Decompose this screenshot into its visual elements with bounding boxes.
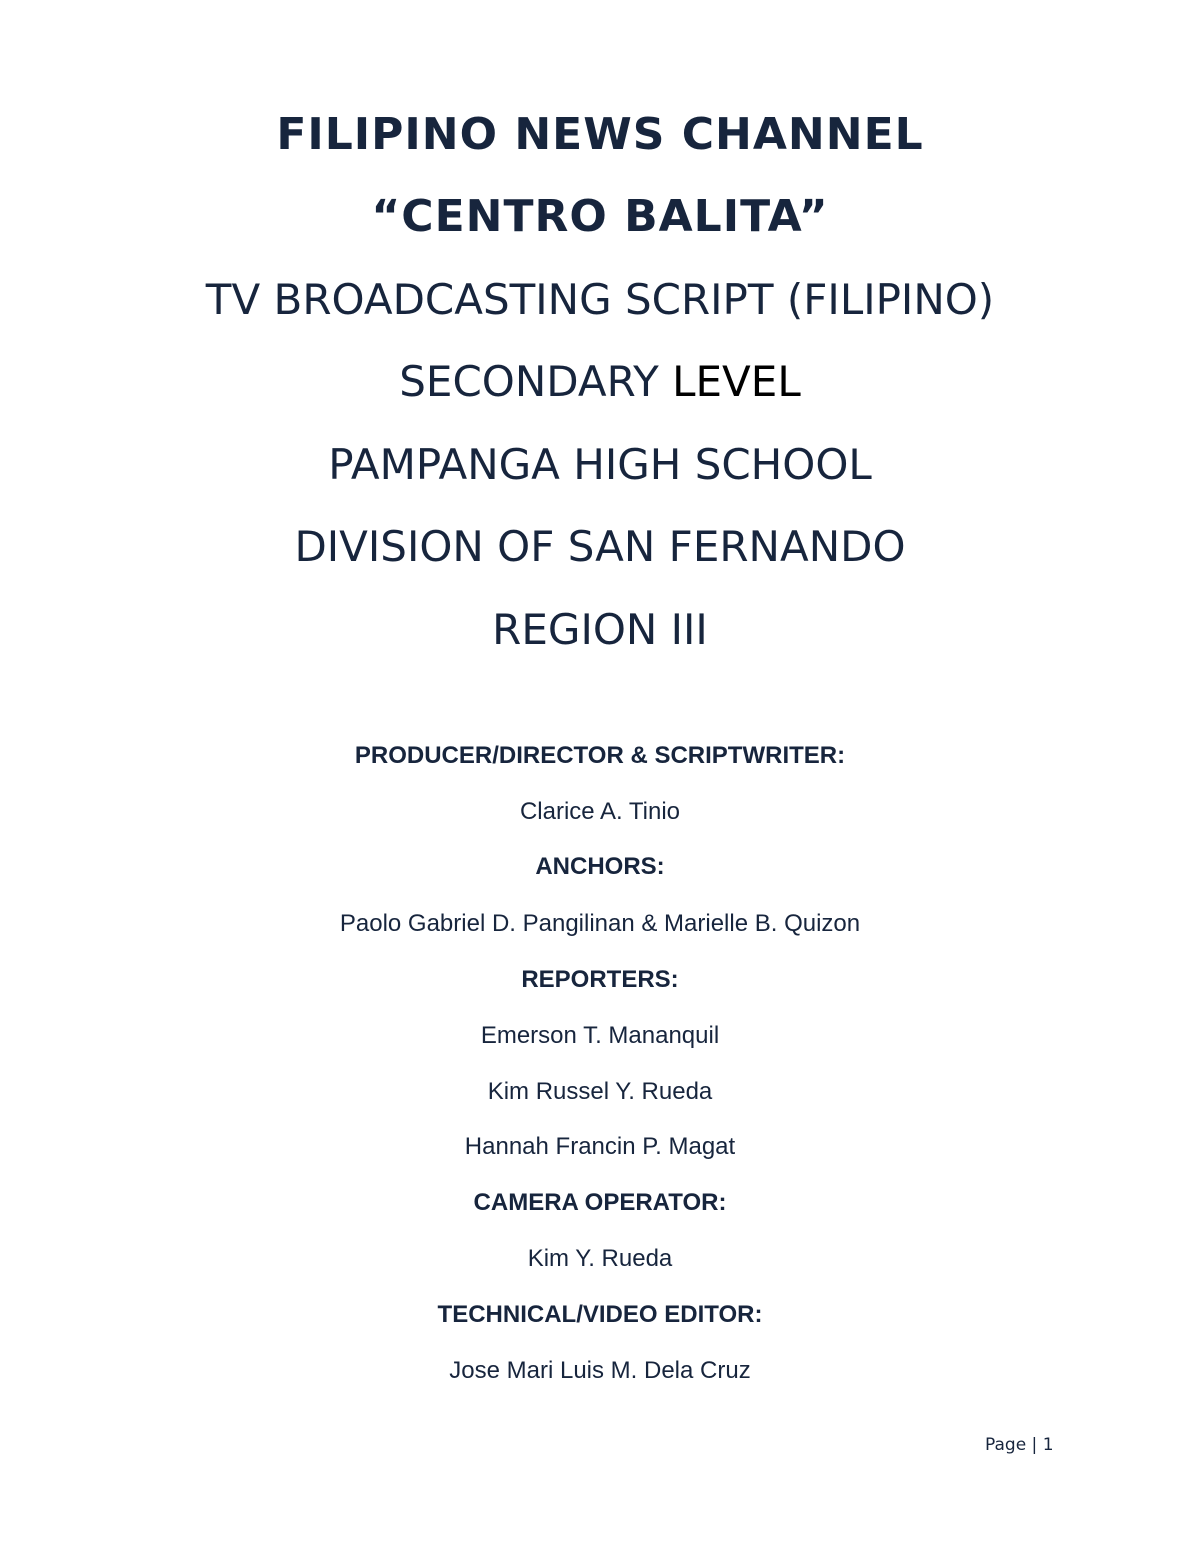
script-type: TV BROADCASTING SCRIPT (FILIPINO) <box>205 275 995 324</box>
school-name: PAMPANGA HIGH SCHOOL <box>328 440 872 489</box>
reporter-name: Emerson T. Mananquil <box>480 1022 720 1049</box>
anchors-label: ANCHORS: <box>535 853 665 880</box>
level-suffix: LEVEL <box>672 357 801 406</box>
program-name: “CENTRO BALITA” <box>371 191 829 242</box>
reporter-name: Hannah Francin P. Magat <box>464 1133 736 1160</box>
producer-label: PRODUCER/DIRECTOR & SCRIPTWRITER: <box>354 742 846 769</box>
camera-name: Kim Y. Rueda <box>527 1245 673 1272</box>
editor-name: Jose Mari Luis M. Dela Cruz <box>449 1357 751 1384</box>
level-line <box>0 357 1200 406</box>
camera-label: CAMERA OPERATOR: <box>473 1189 727 1216</box>
level-prefix: SECONDARY <box>399 357 673 406</box>
editor-label: TECHNICAL/VIDEO EDITOR: <box>437 1301 763 1328</box>
division-name: DIVISION OF SAN FERNANDO <box>294 522 906 571</box>
producer-name: Clarice A. Tinio <box>519 798 681 825</box>
anchors-names: Paolo Gabriel D. Pangilinan & Marielle B. Quizon <box>339 910 861 937</box>
page-number: Page | 1 <box>985 1435 1054 1455</box>
channel-name: FILIPINO NEWS CHANNEL <box>276 109 924 160</box>
region-name: REGION III <box>492 605 708 654</box>
reporters-label: REPORTERS: <box>521 966 679 993</box>
reporter-name: Kim Russel Y. Rueda <box>487 1078 713 1105</box>
